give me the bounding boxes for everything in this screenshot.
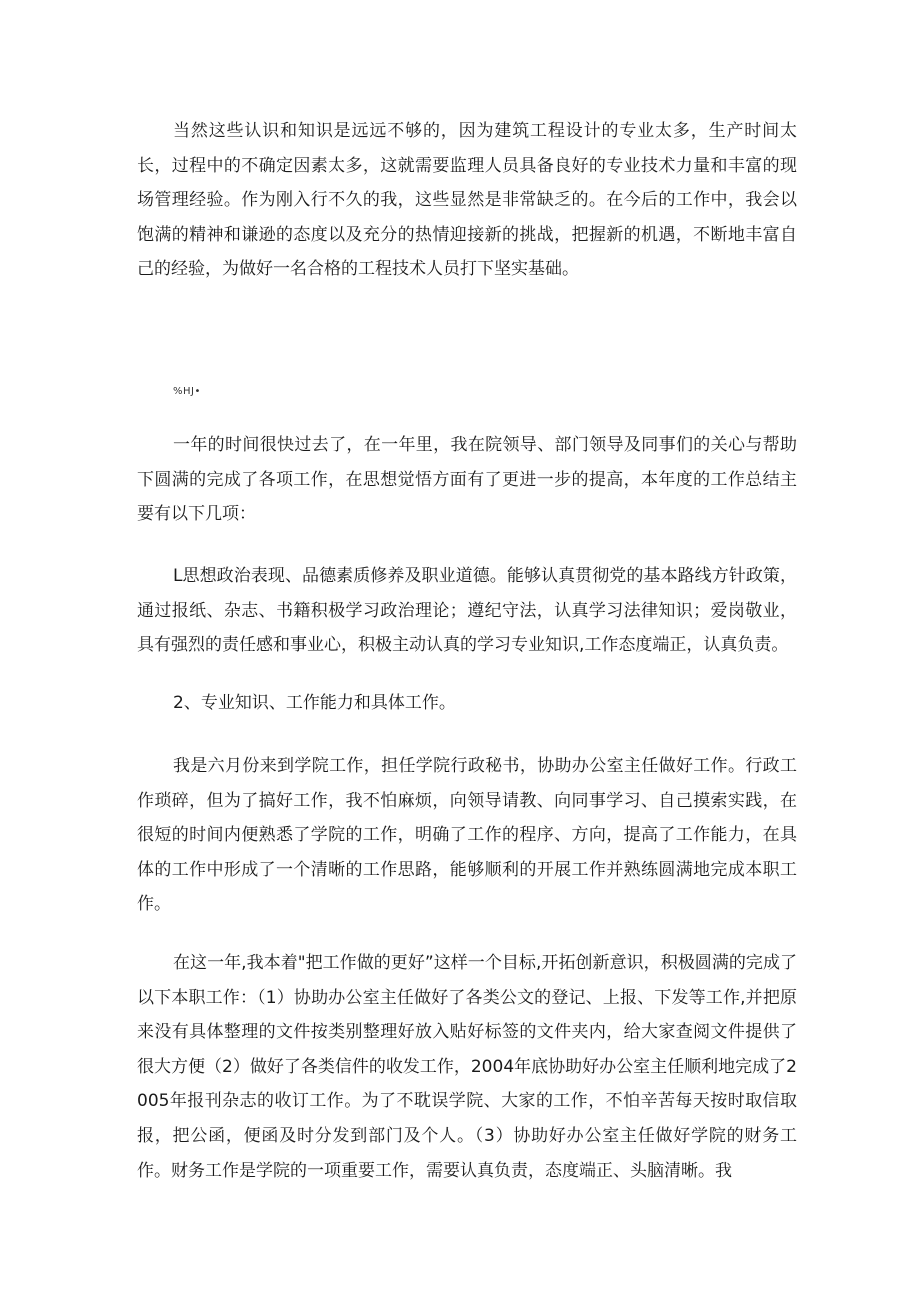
paragraph-political-performance: L思想政治表现、品德素质修养及职业道德。能够认真贯彻党的基本路线方针政策，通过报纸、杂志、书籍积极学习政治理论；遵纪守法，认真学习法律知识；爱岗敬业，具有强烈的责任感和事业心，积极主动认真的学习专业知识,工作态度端正，认真负责。 <box>137 566 797 656</box>
paragraph-duties-list: 在这一年,我本着"把工作做的更好”这样一个目标,开拓创新意识，积极圆满的完成了以下本职工作：（1）协助办公室主任做好了各类公文的登记、上报、下发等工作,并把原来没有具体整理的文件按类别整理好放入贴好标签的文件夹内，给大家查阅文件提供了很大方便（2）做好了各类信件的收发工作，2004年底协助好办公室主任顺利地完成了2005年报刊杂志的收订工作。为了不耽误学院、大家的工作，不怕辛苦每天按时取信取报，把公函，便函及时分发到部门及个人。（3）协助好办公室主任做好学院的财务工作。财务工作是学院的一项重要工作，需要认真负责，态度端正、头脑清晰。我 <box>137 953 797 1181</box>
paragraph-experience-reflection: 当然这些认识和知识是远远不够的，因为建筑工程设计的专业太多，生产时间太长，过程中的不确定因素太多，这就需要监理人员具备良好的专业技术力量和丰富的现场管理经验。作为刚入行不久的我，这些显然是非常缺乏的。在今后的工作中，我会以饱满的精神和谦逊的态度以及充分的热情迎接新的挑战，把握新的机遇，不断地丰富自己的经验，为做好一名合格的工程技术人员打下坚实基础。 <box>137 121 797 280</box>
paragraph-job-description: 我是六月份来到学院工作，担任学院行政秘书，协助办公室主任做好工作。行政工作琐碎，但为了搞好工作，我不怕麻烦，向领导请教、向同事学习、自己摸索实践，在很短的时间内便熟悉了学院的工作，明确了工作的程序、方向，提高了工作能力，在具体的工作中形成了一个清晰的工作思路，能够顺利的开展工作并熟练圆满地完成本职工作。 <box>137 756 797 915</box>
paragraph-year-summary-intro: 一年的时间很快过去了，在一年里，我在院领导、部门领导及同事们的关心与帮助下圆满的完成了各项工作，在思想觉悟方面有了更进一步的提高，本年度的工作总结主要有以下几项： <box>137 435 797 525</box>
paragraph-section-heading-2: 2、专业知识、工作能力和具体工作。 <box>173 693 456 713</box>
garbled-mark: %HJ• <box>173 386 201 397</box>
